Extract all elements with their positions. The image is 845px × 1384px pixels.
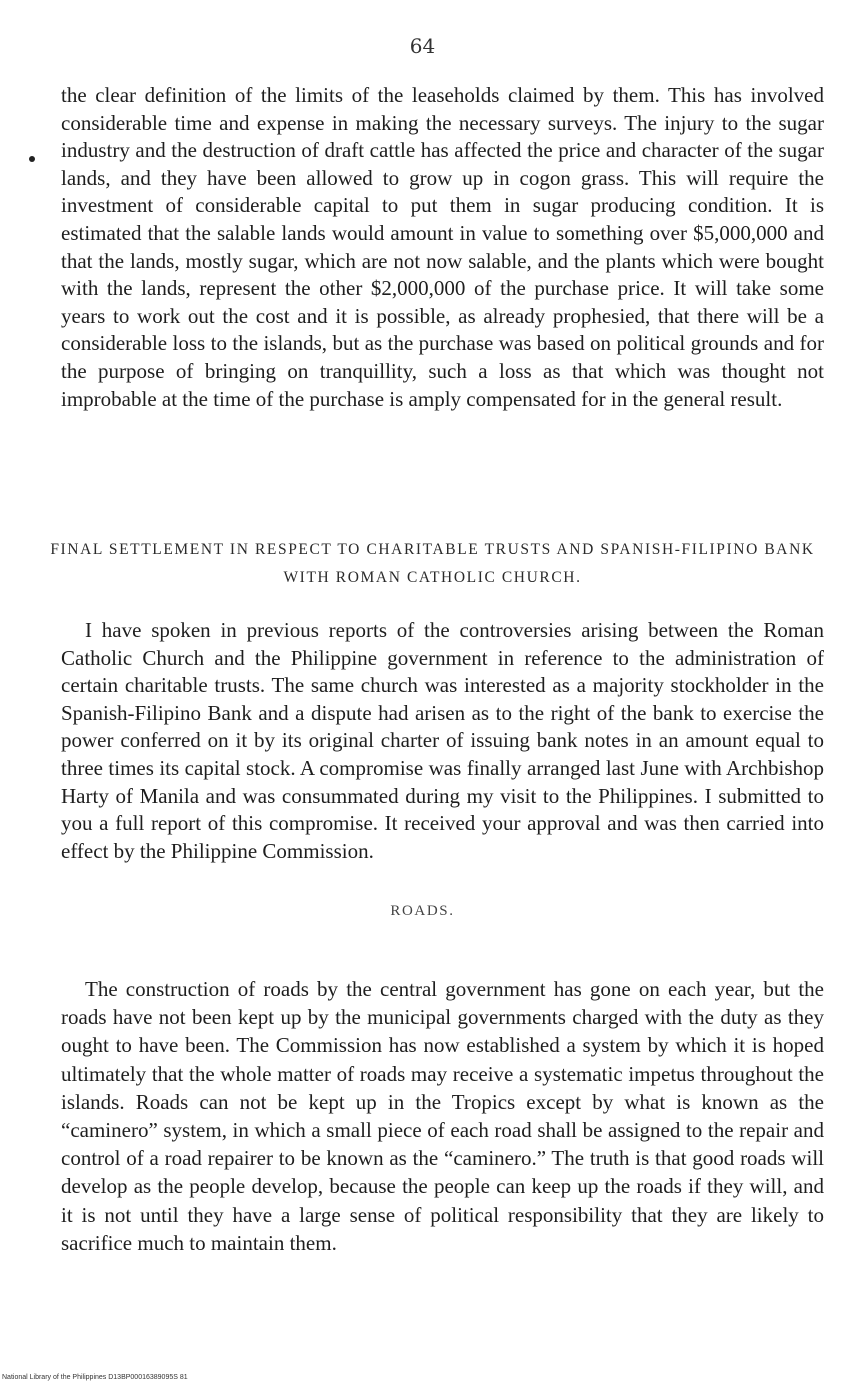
paragraph-roads: The construction of roads by the central government has gone on each year, but the roads have not been kept up by the municipal governments charged with the duty as they ought to have been. The Commission has now established a system by which it is hoped ultimately that the whole matter of roads may receive a systematic impetus throughout the islands. Roads can not be kept up in the Tropics except by what is known as the “caminero” system, in which a small piece of each road shall be assigned to the repair and control of a road repairer to be known as the “caminero.” The truth is that good roads will develop as the people develop, because the people can keep up the roads if they will, and it is not until they have a large sense of political responsibility that they are likely to sacrifice much to maintain them.	[61, 977, 824, 1255]
paragraph-charitable-trusts: I have spoken in previous reports of the controversies arising between the Roman Catholic Church and the Philippine government in reference to the administration of certain charitable trusts. The same church was interested as a majority stockholder in the Spanish-Filipino Bank and a dispute had arisen as to the right of the bank to exercise the power conferred on it by its original charter of issuing bank notes in an amount equal to three times its capital stock. A compromise was finally arranged last June with Archbishop Harty of Manila and was consummated during my visit to the Philippines. I submitted to you a full report of this compromise. It received your approval and was then carried into effect by the Philippine Commission.	[61, 618, 824, 863]
margin-dot	[29, 156, 35, 162]
section-heading-roads: ROADS.	[390, 903, 455, 919]
scan-footer: National Library of the Philippines D13BP00016389095S 81	[2, 1374, 188, 1381]
page-number: 64	[409, 34, 436, 58]
section-heading-charitable-trusts: FINAL SETTLEMENT IN RESPECT TO CHARITABLE TRUSTS AND SPANISH-FILIPINO BANK WITH ROMAN CATHOLIC CHURCH.	[50, 541, 815, 586]
paragraph-leaseholds: the clear definition of the limits of the leaseholds claimed by them. This has involved considerable time and expense in making the necessary surveys. The injury to the sugar industry and the destruction of draft cattle has affected the price and character of the sugar lands, and they have been allowed to grow up in cogon grass. This will require the investment of considerable capital to put them in sugar producing condition. It is estimated that the salable lands would amount in value to something over $5,000,000 and that the lands, mostly sugar, which are not now salable, and the plants which were bought with the lands, represent the other $2,000,000 of the purchase price. It will take some years to work out the cost and it is possible, as already prophesied, that there will be a considerable loss to the islands, but as the purchase was based on political grounds and for the purpose of bringing on tranquillity, such a loss as that which was thought not improbable at the time of the purchase is amply compensated for in the general result.	[61, 83, 824, 411]
